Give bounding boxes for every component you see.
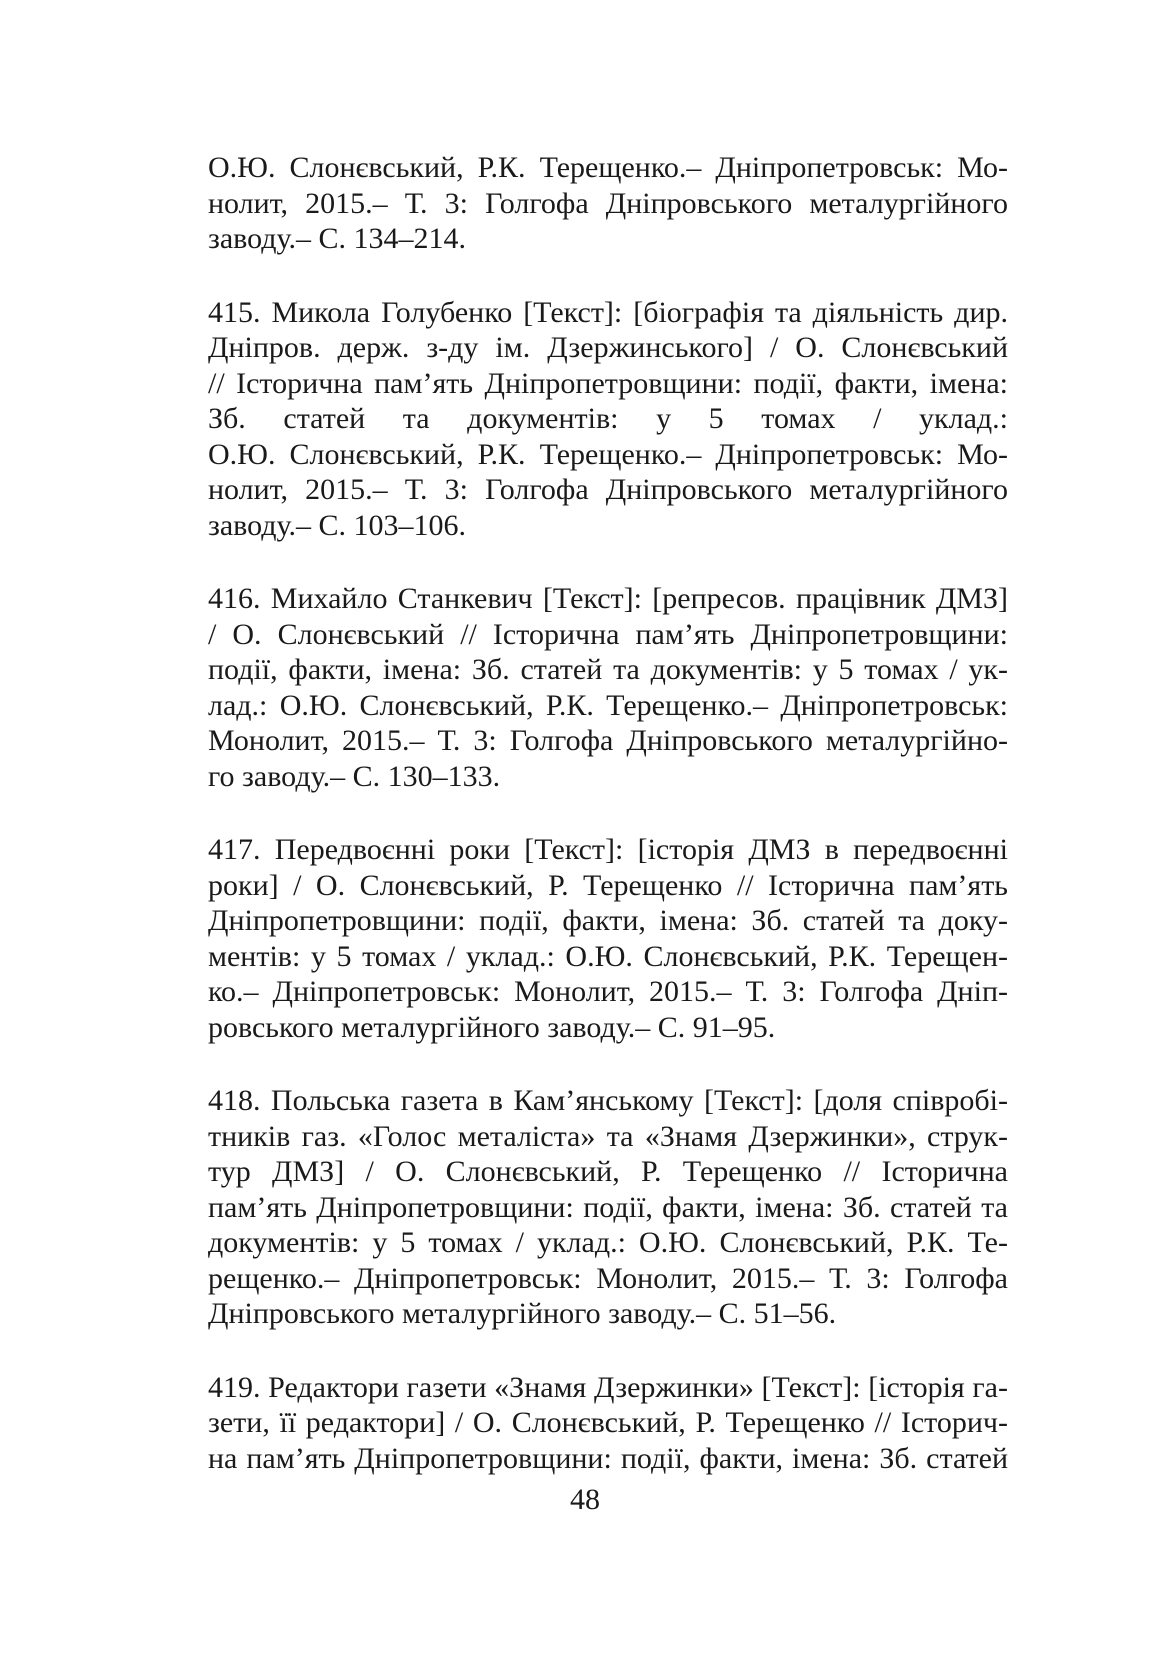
text-line: 418. Польська газета в Кам’янському [Текст]: [доля співробі- bbox=[208, 1084, 1008, 1117]
text-line: на пам’ять Дніпропетровщини: події, факти, імена: Зб. статей bbox=[208, 1441, 1008, 1475]
text-line: го заводу.– С. 130–133. bbox=[208, 759, 501, 793]
text-line: Дніпровського металургійного заводу.– С. 51–56. bbox=[208, 1297, 837, 1330]
bibliography-entry-416 bbox=[208, 581, 1008, 794]
text-line: // Історична пам’ять Дніпропетровщини: події, факти, імена: bbox=[208, 366, 1008, 400]
text-line: / О. Слонєвський // Історична пам’ять Дніпропетровщини: bbox=[208, 617, 1008, 651]
text-line: Зб. статей та документів: у 5 томах / уклад.: bbox=[208, 402, 1008, 435]
text-line: події, факти, імена: Зб. статей та документів: у 5 томах / ук- bbox=[208, 653, 1008, 686]
text-line: ментів: у 5 томах / уклад.: О.Ю. Слонєвський, Р.К. Терещен- bbox=[208, 939, 1008, 973]
bibliography-entry-417 bbox=[208, 832, 1008, 1045]
page-number: 48 bbox=[570, 1483, 600, 1516]
text-line: О.Ю. Слонєвський, Р.К. Терещенко.– Дніпропетровськ: Мо- bbox=[208, 437, 1008, 471]
text-line: Монолит, 2015.– Т. 3: Голгофа Дніпровського металургійно- bbox=[208, 724, 1008, 757]
bibliography-entry-418 bbox=[208, 1083, 1008, 1332]
text-line: 417. Передвоєнні роки [Текст]: [історія ДМЗ в передвоєнні bbox=[208, 833, 1008, 866]
bibliography-entry-415 bbox=[208, 295, 1008, 544]
text-line: нолит, 2015.– Т. 3: Голгофа Дніпровського металургійного bbox=[208, 473, 1008, 506]
text-line: 415. Микола Голубенко [Текст]: [біографія та діяльність дир. bbox=[208, 295, 1008, 329]
text-line: пам’ять Дніпропетровщини: події, факти, імена: Зб. статей та bbox=[208, 1190, 1008, 1224]
text-line: 419. Редактори газети «Знамя Дзержинки» [Текст]: [історія га- bbox=[208, 1370, 1008, 1404]
text-line: зети, її редактори] / О. Слонєвський, Р. Терещенко // Історич- bbox=[208, 1406, 1008, 1439]
text-line: заводу.– С. 103–106. bbox=[208, 508, 467, 542]
text-line: ровського металургійного заводу.– С. 91–95. bbox=[208, 1010, 776, 1044]
text-line: Дніпропетровщини: події, факти, імена: Зб. статей та доку- bbox=[208, 904, 1008, 937]
text-line: Дніпров. держ. з-ду ім. Дзержинського] / О. Слонєвський bbox=[208, 331, 1008, 364]
text-line: О.Ю. Слонєвський, Р.К. Терещенко.– Дніпропетровськ: Мо- bbox=[208, 151, 1008, 184]
text-line: ко.– Дніпропетровськ: Монолит, 2015.– Т. 3: Голгофа Дніп- bbox=[208, 975, 1008, 1008]
text-line: лад.: О.Ю. Слонєвський, Р.К. Терещенко.– Дніпропетровськ: bbox=[208, 688, 1008, 722]
text-line: роки] / О. Слонєвський, Р. Терещенко // Історична пам’ять bbox=[208, 868, 1008, 902]
document-body bbox=[208, 150, 1008, 1514]
text-line: тників газ. «Голос металіста» та «Знамя Дзержинки», струк- bbox=[208, 1119, 1008, 1153]
text-line: нолит, 2015.– Т. 3: Голгофа Дніпровського металургійного bbox=[208, 186, 1008, 220]
text-line: тур ДМЗ] / О. Слонєвський, Р. Терещенко // Історична bbox=[208, 1155, 1008, 1188]
bibliography-entry-419 bbox=[208, 1370, 1008, 1477]
text-line: 416. Михайло Станкевич [Текст]: [репресов. працівник ДМЗ] bbox=[208, 582, 1008, 615]
text-line: рещенко.– Дніпропетровськ: Монолит, 2015.– Т. 3: Голгофа bbox=[208, 1261, 1008, 1295]
text-line: заводу.– С. 134–214. bbox=[208, 222, 467, 255]
text-line: документів: у 5 томах / уклад.: О.Ю. Слонєвський, Р.К. Те- bbox=[208, 1226, 1008, 1259]
bibliography-entry-continued bbox=[208, 150, 1008, 257]
